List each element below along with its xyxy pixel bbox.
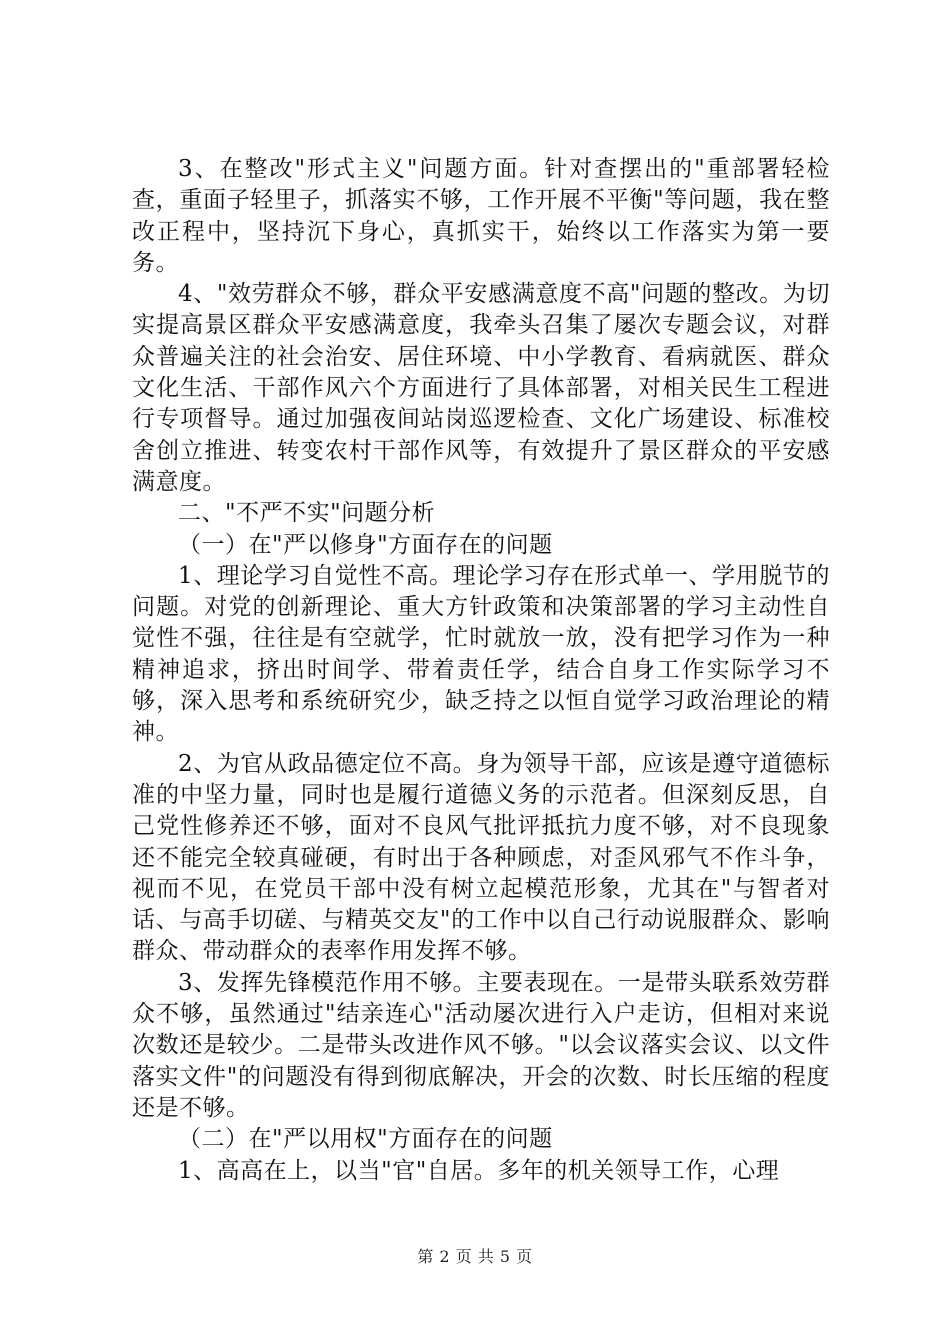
paragraph-exemplary-role: 3、发挥先锋模范作用不够。主要表现在。一是带头联系效劳群众不够，虽然通过"结亲连心"活动屡次进行入户走访，但相对来说次数还是较少。二是带头改进作风不够。"以会议落实会议、以文件落实文件"的问题没有得到彻底解决，开会的次数、时长压缩的程度还是不够。: [132, 969, 830, 1121]
paragraph-official-morality: 2、为官从政品德定位不高。身为领导干部，应该是遵守道德标准的中坚力量，同时也是履行道德义务的示范者。但深刻反思，自己党性修养还不够，面对不良风气批评抵抗力度不够，对不良现象还不能完全较真碰硬，有时出于各种顾虑，对歪风邪气不作斗争，视而不见，在党员干部中没有树立起模范形象，尤其在"与智者对话、与高手切磋、与精英交友"的工作中以自己行动说服群众、影响群众、带动群众的表率作用发挥不够。: [132, 750, 830, 965]
paragraph-theory-study: 1、理论学习自觉性不高。理论学习存在形式单一、学用脱节的问题。对党的创新理论、重大方针政策和决策部署的学习主动性自觉性不强，往往是有空就学，忙时就放一放，没有把学习作为一种精神追求，挤出时间学、带着责任学，结合自身工作实际学习不够，深入思考和系统研究少，缺乏持之以恒自觉学习政治理论的精神。: [132, 562, 830, 746]
document-body: [132, 154, 830, 1187]
page-footer: 第 2 页 共 5 页: [417, 1247, 533, 1266]
paragraph-bureaucratic-attitude: 1、高高在上，以当"官"自居。多年的机关领导工作，心理: [178, 1157, 780, 1184]
paragraph-rectify-formalism: 3、在整改"形式主义"问题方面。针对查摆出的"重部署轻检查，重面子轻里子，抓落实不够，工作开展不平衡"等问题，我在整改正程中，坚持沉下身心，真抓实干，始终以工作落实为第一要务。: [132, 156, 830, 276]
section-heading-analysis: 二、"不严不实"问题分析: [178, 500, 436, 527]
paragraph-rectify-service: 4、"效劳群众不够，群众平安感满意度不高"问题的整改。为切实提高景区群众平安感满意度，我牵头召集了屡次专题会议，对群众普遍关注的社会治安、居住环境、中小学教育、看病就医、群众文化生活、干部作风六个方面进行了具体部署，对相关民生工程进行专项督导。通过加强夜间站岗巡逻检查、文化广场建设、标准校舍创立推进、转变农村干部作风等，有效提升了景区群众的平安感满意度。: [132, 281, 830, 495]
subsection-heading-self-cultivation: （一）在"严以修身"方面存在的问题: [178, 531, 553, 558]
subsection-heading-use-of-power: （二）在"严以用权"方面存在的问题: [178, 1126, 553, 1153]
